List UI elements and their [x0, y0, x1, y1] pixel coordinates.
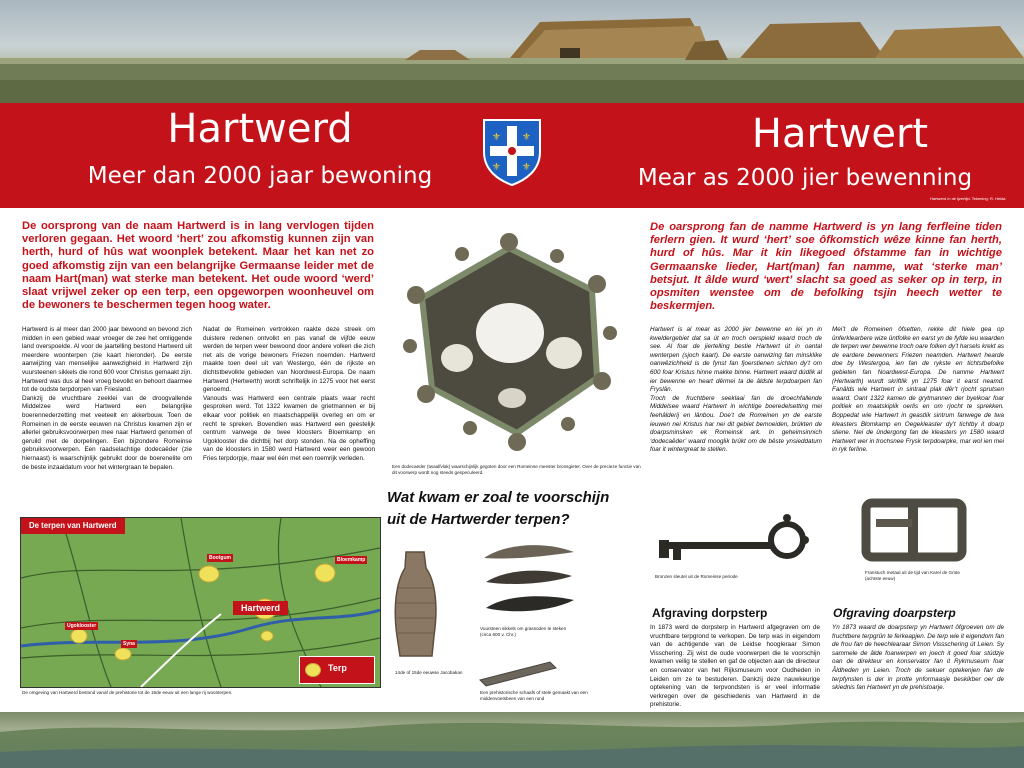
map-label-hartwerd: Hartwerd [233, 601, 288, 615]
bottom-landscape-image [0, 712, 1024, 768]
legend-label: Terp [328, 663, 347, 673]
map-title: De terpen van Hartwerd [21, 518, 125, 534]
paragraph: Hartwerd is al meer dan 2000 jaar bewoond en bevond zich midden in een gebied waar vroeger de zee het omliggende land overspoelde. Al voor de jaartelling bestond Hartwerd uit meerdere woonterpen (zie kaart hieronder). De eerste aanwijzing van menselijke aanwezigheid in Hartwerd zijn vuursteenen sikkels die rond 600 voor Christus gemaakt zijn. Hartwerd was dus al heel vroeg bevolkt en behoort daarmee tot de oudste terpdorpen van Friesland. [22, 326, 192, 394]
map-caption: De omgeving van Hartwerd bestond vanaf de prehistorie tot de 19de eeuw uit een lange rij woonterpen. [22, 690, 233, 695]
svg-text:⚜: ⚜ [492, 162, 501, 173]
finds-question-heading: Wat kwam er zoal te voorschijn uit de Hartwerder terpen? [387, 489, 610, 528]
subtitle-frisian: Mear as 2000 jier bewenning [637, 165, 973, 191]
svg-text:⚜: ⚜ [522, 162, 531, 173]
crest-shield-icon [482, 118, 542, 186]
terp-swatch-icon [305, 663, 321, 677]
paragraph: Dankzij de vruchtbare zeeklei van de droogvallende Middelzee werd Hartwerd een belangrijke boerennederzetting met veeteelt en akkerbouw. Toen de Romeinen in de eerste eeuwen na Christus kwamen zijn er allerlei gebruiksvoorwerpen mee naar Hartwerd genomen of geruild met de dorpelingen. Een bijzondere Romeinse gebruiksvoorwerpen. Een raadselachtige dodecaëder (zie hiernaast) is waarschijnlijk gebruikt door de boerenelite om de beste inzaaidatum voor het wintergraan te bepalen. [22, 394, 192, 471]
paragraph: Vanouds was Hartwerd een centrale plaats waar recht gesproken werd. Tot 1322 kwamen de grietmannen er bij elkaar voor politiek en maatschappelijk overleg en om er recht te spreken. Bovendien was Hartwerd een geestelijk centrum vanwege de twee kloosters Bloemkamp en Ugoklooster die dichtbij het dorp stonden. Na de opheffing van de kloosters in 1580 werd Hartwerd weer een gewoon Fries terpdorpje, maar wel één met een roemrijk verleden. [203, 394, 375, 462]
map-label-bootgum: Bootgum [209, 555, 231, 561]
title-frisian: Hartwert [751, 111, 929, 157]
paragraph: Troch de fruchtbere seeklaai fan de droechfallende Middelsee waard Hartwert in wichtige boeredelsetting mei feehâlderij en lânbou. Doe’t de Romeinen yn de earste ieuwen nei Kristus har nei dit gebiet bemoeiden, brûkten de doarpsminsken ek Romeinsk ark. In geheimsinnich ‘dodecaëder’ waard mooglik brûkt om de bêste ynsieddatum foar it wintergreat te stellen. [650, 394, 822, 454]
body-frisian-column-1 [650, 326, 822, 455]
map-label-syna: Syna [123, 641, 135, 647]
excavation-text-dutch: In 1873 werd de dorpsterp in Hartwerd afgegraven om de vruchtbare terpgrond te verkopen. De terp was in eigendom van de achtigende van de Leidse hoogleraar Simon Visschering. Zij wist de oude voorwerpen die te voorschijn kwamen veilig te stellen en gaf de objecten aan de directeur en conservator van het Rijksmuseum voor Oudheden in Leiden om ze te bestuderen. Dankzij deze nauwkeurige optekening van de terpvondsten is er veel informatie verkregen over de geschiedenis van Hartwerd in de prehistorie. [650, 624, 820, 709]
jacobakan-image [388, 548, 443, 663]
dodecahedron-caption: Een dodecaëder (twaalfvlak) waarschijnlijk gegoten door een Romeinse meester bronsgieter. Over de precieze functie van dit voorwerp wordt nog steeds gespeculeerd. [392, 464, 641, 475]
excavation-heading-dutch: Afgraving dorpsterp [652, 606, 768, 620]
bronze-key-image [655, 510, 815, 570]
jacobakan-caption: 14de of 15de eeuwse Jacobakan [395, 670, 463, 675]
key-caption: Bronzen sleutel uit de Romeinse periode [655, 574, 738, 579]
flint-sickles-image [478, 540, 580, 620]
top-landscape-image [0, 0, 1024, 103]
dodecahedron-image [392, 228, 627, 460]
buckle-caption: Franstuch metaal uit de tijd van Karel de Grote (achtste eeuw) [865, 570, 960, 581]
intro-dutch: De oorsprong van de naam Hartwerd is in lang vervlogen tijden verloren gegaan. Het woord ‘hert’ zou afkomstig kunnen zijn van herth, hurd of hûs wat woonplek betekent. Maar het kan net zo goed afkomstig zijn van een belangrijke Germaanse leider met de naam Hart(man) wat sterke man betekent. Het oude woord ‘werd’ slaat vrijwel zeker op een terp, een opgeworpen woonheuvel om de bewoners te beschermen tegen hoog water. [22, 220, 374, 312]
svg-text:⚜: ⚜ [492, 132, 501, 143]
title-dutch: Hartwerd [167, 106, 353, 152]
body-dutch-column-2 [203, 326, 375, 464]
image-credit: Hartwerd in de ijzertijd. Tekening: R. Heida [930, 196, 1006, 201]
paragraph: Nadat de Romeinen vertrokken raakte deze streek om duistere redenen ontvolkt en pas vanaf de vijfde eeuw werden de terpen weer bewoond door andere volken die zich net als de vorige bewoners Friezen noemden. Hartwerd maakte toen deel uit van Westergo, één de rijkste en dichtstbevolkte gebieden van Noordwest-Europa. De naam Hartwerd (Hertwerth) wordt schriftelijk in 1275 voor het eerst genoemd. [203, 326, 375, 394]
buckle-image [858, 495, 970, 565]
whetstone-image [478, 660, 558, 688]
excavation-heading-frisian: Ofgraving doarpsterp [833, 606, 956, 620]
body-frisian-column-2: Mei’t de Romeinen ôfsetten, rekke dit hiele gea op ûnferklearbere wize ûntfolke en earst yn de fyfde ieu waarden de terpen wer bewenne troch oare folken dy’t harsels krekt as de eardere bewenners Friezen neamden. Hartwert hearde doe by Westergoa, ien fan de rykste en tichtstbefolke gebieten fan Noardwest-Europa. De namme Hartwert (Hertwarth) wurdt skriftlik yn 1275 foar it earst neamd. Fanâlds wie Hartwert in sintraal plak dêr’t rjocht sprutsen waard. Oant 1322 kamen de grytmannen der byelkoar foar politiek en maatskiplik oerlis en om rjocht te sprekken. Boppedat wie Hartwert in geastlik sintrum fanwege de twa kleasters Blomkamp en Oegekleaster dy’t tichtby it doarp stiene. Nei de ûndergong fan de kleasters yn 1580 waard Hartwert wer in trochsnee Frysk terpdoarpke, mar wol ien mei in ryk ferline. [832, 326, 1004, 454]
body-dutch-column-1 [22, 326, 192, 472]
map-label-bloemkamp: Bloemkamp [337, 557, 366, 563]
terp-map [20, 517, 381, 688]
sickles-caption: Vuursteen sikkels om grassoden te steken (circa 600 v. Chr.) [480, 626, 567, 637]
paragraph: Hartwert is al mear as 2000 jier bewenne en lei yn in kweldergebiet dat sa út en troch oerspield waard troch de see. Al foar de jiertelling bestie Hartwert út in oantal wenterpen (sjoch kaart). De earste oanwizing fan minsklike oanwêzichheid is de fynst fan fjoerstienen sichten dy’t om 600 foar Kristus hinne makke binne. Hartwert waard dúdlik al ier bewenne en heart dêrmei ta de âldste terpdoarpen fan Fryslân. [650, 326, 822, 394]
svg-text:⚜: ⚜ [522, 132, 531, 143]
whetstone-caption: Een prehistorische schaafs of stele gemaakt van een middenvoetsbeen van een rund [480, 690, 588, 701]
intro-frisian: De oarsprong fan de namme Hartwerd is yn lang ferfleine tiden ferlern gien. It wurd ‘hert’ soe ôfkomstich wêze kinne fan herth, hurd of hûs. Mar it kin likegoed ôfstamme fan in wichtige Germaanske lieder, Hart(man) fan namme, wat ‘sterke man’ betsjut. It âlde wurd ‘wert’ slacht sa goed as seker op in terp, in opsmiten wenstee om de befolking tsjin heech wetter te beskermjen. [650, 221, 1002, 313]
map-legend [299, 656, 375, 684]
excavation-text-frisian: Yn 1873 waard de doarpsterp yn Hartwert ôfgroeven om de fruchtbere terpgrûn te ferkeapjen. De terp wie it eigendom fan de frou fan de heechlearaar Simon Vissschering út Leien. Sy sammele de âlde foarwerpen en joech it goed foar stúdzje oan de direkteur en konservator fan it Rykmuseum foar Âldheden yn Leien. Troch de sekuer optekenjen fan de terpfynsten is der in protte ynformaasje beskikber oer de skiednis fan Hartwert yn de prehistoarje. [832, 624, 1004, 692]
map-label-ugoklooster: Ugoklooster [67, 623, 97, 629]
subtitle-dutch: Meer dan 2000 jaar bewoning [87, 163, 433, 189]
